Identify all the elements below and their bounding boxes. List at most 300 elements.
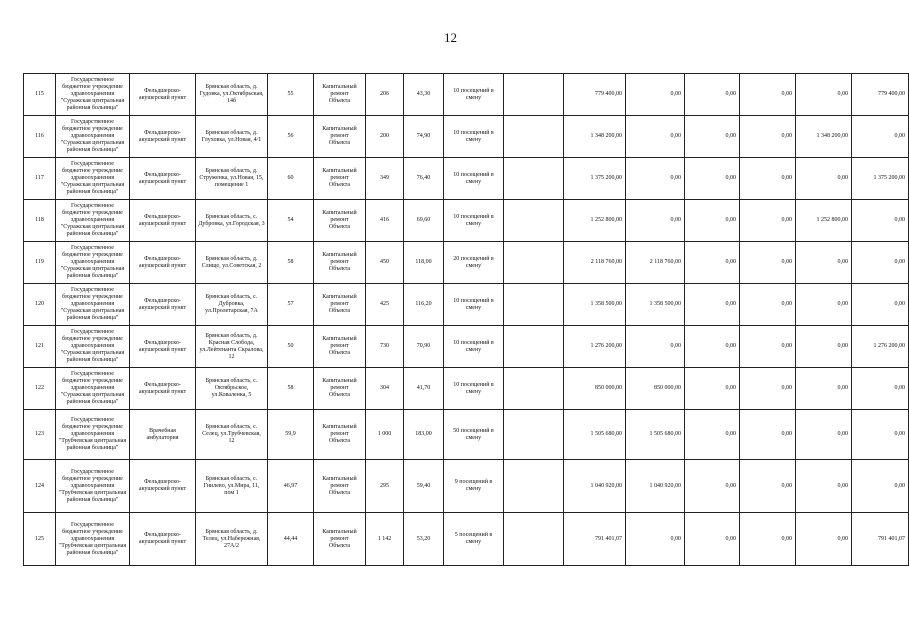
amount-col-1 bbox=[626, 242, 685, 284]
amount-col-4 bbox=[796, 368, 852, 410]
work-type bbox=[314, 513, 366, 566]
table-row bbox=[24, 460, 909, 513]
empty-cell bbox=[504, 284, 564, 326]
facility-type bbox=[130, 513, 196, 566]
organization-name bbox=[56, 74, 130, 116]
organization-name bbox=[56, 284, 130, 326]
amount-col-1 bbox=[626, 200, 685, 242]
facility-area bbox=[268, 158, 314, 200]
amount-col-2-text: 0,00 bbox=[725, 431, 736, 437]
total-amount-text: 1 252 800,00 bbox=[590, 217, 622, 223]
service-value bbox=[404, 326, 444, 368]
amount-col-4 bbox=[796, 116, 852, 158]
empty-cell bbox=[504, 200, 564, 242]
work-type bbox=[314, 368, 366, 410]
row-number-text: 123 bbox=[35, 431, 44, 437]
amount-col-5 bbox=[852, 513, 909, 566]
row-number-text: 124 bbox=[35, 482, 44, 489]
row-number-text: 117 bbox=[35, 175, 44, 181]
facility-type-text: Фельдшерско- акушерский пункт bbox=[138, 532, 187, 545]
amount-col-3-text: 0,00 bbox=[781, 133, 792, 139]
total-amount-text: 1 040 920,00 bbox=[590, 482, 622, 489]
total-amount bbox=[564, 410, 626, 460]
service-count bbox=[366, 368, 404, 410]
amount-col-5 bbox=[852, 158, 909, 200]
facility-area bbox=[268, 460, 314, 513]
amount-col-2 bbox=[685, 74, 740, 116]
service-count-text: 1 000 bbox=[377, 431, 392, 437]
capacity-text: 5 посещений в смену bbox=[454, 532, 493, 545]
amount-col-3 bbox=[740, 200, 796, 242]
row-number bbox=[24, 284, 56, 326]
row-number-text: 125 bbox=[35, 535, 44, 542]
facility-area bbox=[268, 200, 314, 242]
amount-col-2 bbox=[685, 158, 740, 200]
work-type-text: Капитальный ремонт Объекта bbox=[322, 252, 357, 272]
capacity-text: 10 посещений в смену bbox=[453, 87, 494, 101]
empty-cell bbox=[504, 513, 564, 566]
facility-address bbox=[196, 368, 268, 410]
amount-col-3-text: 0,00 bbox=[781, 343, 792, 349]
capacity-text: 9 посещений в смену bbox=[454, 479, 493, 492]
amount-col-5 bbox=[852, 410, 909, 460]
total-amount bbox=[564, 158, 626, 200]
service-value-text: 69,60 bbox=[416, 217, 431, 223]
amount-col-5-text: 791 401,07 bbox=[878, 535, 905, 542]
total-amount bbox=[564, 200, 626, 242]
facility-type-text: Фельдшерско- акушерский пункт bbox=[138, 171, 187, 185]
amount-col-4 bbox=[796, 513, 852, 566]
facility-address-text: Брянская область, с. Селец, ул.Трубчевская, 12 bbox=[202, 424, 261, 444]
service-count bbox=[366, 158, 404, 200]
total-amount bbox=[564, 74, 626, 116]
row-number bbox=[24, 513, 56, 566]
amount-col-5-text: 779 400,00 bbox=[878, 91, 905, 97]
amount-col-4 bbox=[796, 200, 852, 242]
service-count bbox=[366, 74, 404, 116]
amount-col-4-text: 0,00 bbox=[837, 482, 848, 489]
organization-name-text: Государственное бюджетное учреждение здравоохранения "Суражская центральная районная больница" bbox=[60, 329, 125, 363]
capacity-text: 10 посещений в смену bbox=[453, 297, 494, 311]
amount-col-3-text: 0,00 bbox=[781, 175, 792, 181]
amount-col-5 bbox=[852, 460, 909, 513]
row-number bbox=[24, 116, 56, 158]
amount-col-4 bbox=[796, 158, 852, 200]
row-number-text: 115 bbox=[35, 91, 44, 97]
facility-address bbox=[196, 116, 268, 158]
amount-col-2 bbox=[685, 116, 740, 158]
facility-area-text: 55 bbox=[287, 91, 294, 97]
amount-col-3 bbox=[740, 284, 796, 326]
facility-area-text: 60 bbox=[287, 175, 294, 181]
amount-col-2-text: 0,00 bbox=[725, 343, 736, 349]
service-count bbox=[366, 116, 404, 158]
total-amount-text: 1 348 200,00 bbox=[590, 133, 622, 139]
organization-name-text: Государственное бюджетное учреждение здравоохранения "Суражская центральная районная больница" bbox=[60, 203, 125, 237]
amount-col-3-text: 0,00 bbox=[781, 535, 792, 542]
facility-area-text: 59,9 bbox=[285, 431, 296, 437]
amount-col-3-text: 0,00 bbox=[781, 91, 792, 97]
work-type-text: Капитальный ремонт Объекта bbox=[322, 84, 357, 104]
capacity bbox=[444, 460, 504, 513]
amount-col-1-text: 1 358 500,00 bbox=[649, 301, 681, 307]
amount-col-3 bbox=[740, 242, 796, 284]
service-value bbox=[404, 513, 444, 566]
organization-name-text: Государственное бюджетное учреждение здравоохранения "Суражская центральная районная больница" bbox=[60, 77, 125, 111]
empty-cell bbox=[504, 158, 564, 200]
total-amount-text: 1 276 200,00 bbox=[590, 343, 622, 349]
amount-col-3-text: 0,00 bbox=[781, 482, 792, 489]
total-amount-text: 1 375 200,00 bbox=[590, 175, 622, 181]
amount-col-2 bbox=[685, 410, 740, 460]
amount-col-1 bbox=[626, 513, 685, 566]
facility-area bbox=[268, 326, 314, 368]
capacity bbox=[444, 116, 504, 158]
facility-area-text: 54 bbox=[287, 217, 294, 223]
total-amount bbox=[564, 242, 626, 284]
organization-name bbox=[56, 368, 130, 410]
row-number-text: 121 bbox=[35, 343, 44, 349]
organization-name-text: Государственное бюджетное учреждение здравоохранения "Суражская центральная районная больница" bbox=[60, 371, 125, 405]
service-value bbox=[404, 116, 444, 158]
organization-name bbox=[56, 460, 130, 513]
facility-type bbox=[130, 116, 196, 158]
table-row bbox=[24, 74, 909, 116]
service-count bbox=[366, 200, 404, 242]
amount-col-4-text: 0,00 bbox=[837, 343, 848, 349]
amount-col-3 bbox=[740, 116, 796, 158]
amount-col-2-text: 0,00 bbox=[725, 301, 736, 307]
service-value-text: 74,90 bbox=[416, 133, 431, 139]
facility-area bbox=[268, 368, 314, 410]
capacity bbox=[444, 284, 504, 326]
amount-col-5 bbox=[852, 368, 909, 410]
facility-type bbox=[130, 284, 196, 326]
amount-col-1 bbox=[626, 410, 685, 460]
amount-col-4 bbox=[796, 460, 852, 513]
amount-col-4-text: 0,00 bbox=[837, 535, 848, 542]
facility-area bbox=[268, 74, 314, 116]
row-number bbox=[24, 200, 56, 242]
amount-col-2-text: 0,00 bbox=[725, 217, 736, 223]
organization-name bbox=[56, 242, 130, 284]
service-count bbox=[366, 284, 404, 326]
service-count bbox=[366, 513, 404, 566]
row-number bbox=[24, 410, 56, 460]
total-amount bbox=[564, 513, 626, 566]
total-amount-text: 779 400,00 bbox=[595, 91, 622, 97]
amount-col-4-text: 0,00 bbox=[837, 385, 848, 391]
organization-name-text: Государственное бюджетное учреждение здравоохранения "Трубчевская центральная районная больница" bbox=[58, 417, 127, 451]
empty-cell bbox=[504, 74, 564, 116]
facility-address-text: Брянская область, д. Глуховка, ул.Новая, 4/1 bbox=[201, 129, 262, 143]
table-row bbox=[24, 513, 909, 566]
service-count bbox=[366, 410, 404, 460]
service-count bbox=[366, 460, 404, 513]
amount-col-2 bbox=[685, 284, 740, 326]
service-value bbox=[404, 158, 444, 200]
service-value bbox=[404, 410, 444, 460]
work-type bbox=[314, 284, 366, 326]
capacity bbox=[444, 158, 504, 200]
facility-type-text: Фельдшерско- акушерский пункт bbox=[138, 213, 187, 227]
facility-address bbox=[196, 513, 268, 566]
facility-type-text: Фельдшерско- акушерский пункт bbox=[138, 297, 187, 311]
capacity bbox=[444, 326, 504, 368]
facility-address-text: Брянская область, д. Красная Слобода, ул.Лейтенанта Скралова, 12 bbox=[199, 332, 264, 360]
row-number bbox=[24, 460, 56, 513]
row-number-text: 119 bbox=[35, 259, 44, 265]
capacity-text: 10 посещений в смену bbox=[453, 213, 494, 227]
amount-col-3-text: 0,00 bbox=[781, 301, 792, 307]
amount-col-5-text: 0,00 bbox=[894, 301, 905, 307]
service-count-text: 450 bbox=[380, 259, 389, 265]
amount-col-3 bbox=[740, 513, 796, 566]
amount-col-1 bbox=[626, 116, 685, 158]
table-row bbox=[24, 200, 909, 242]
amount-col-5-text: 0,00 bbox=[894, 259, 905, 265]
organization-name-text: Государственное бюджетное учреждение здравоохранения "Трубчевская центральная районная больница" bbox=[58, 468, 127, 503]
organization-name-text: Государственное бюджетное учреждение здравоохранения "Суражская центральная районная больница" bbox=[60, 161, 125, 195]
row-number bbox=[24, 368, 56, 410]
facility-address-text: Брянская область, д. Гудовка, ул.Октябрьская, 14б bbox=[199, 84, 264, 104]
amount-col-5 bbox=[852, 200, 909, 242]
amount-col-5 bbox=[852, 74, 909, 116]
empty-cell bbox=[504, 460, 564, 513]
amount-col-2-text: 0,00 bbox=[725, 482, 736, 489]
empty-cell bbox=[504, 116, 564, 158]
capacity-text: 10 посещений в смену bbox=[453, 129, 494, 143]
amount-col-1-text: 0,00 bbox=[670, 175, 681, 181]
organization-name-text: Государственное бюджетное учреждение здравоохранения "Суражская центральная районная больница" bbox=[60, 287, 125, 321]
service-count-text: 206 bbox=[380, 91, 389, 97]
amount-col-4 bbox=[796, 74, 852, 116]
amount-col-4-text: 1 252 800,00 bbox=[816, 217, 848, 223]
amount-col-2-text: 0,00 bbox=[725, 91, 736, 97]
service-value-text: 70,90 bbox=[416, 343, 431, 349]
organization-name bbox=[56, 116, 130, 158]
organization-name bbox=[56, 158, 130, 200]
facility-address-text: Брянская область, д. Слище, ул.Советская, 2 bbox=[201, 255, 262, 269]
amount-col-2 bbox=[685, 368, 740, 410]
service-count-text: 295 bbox=[380, 482, 389, 489]
facility-type bbox=[130, 200, 196, 242]
amount-col-1-text: 0,00 bbox=[670, 133, 681, 139]
amount-col-2-text: 0,00 bbox=[725, 133, 736, 139]
amount-col-4-text: 1 348 200,00 bbox=[816, 133, 848, 139]
amount-col-4 bbox=[796, 326, 852, 368]
organization-name bbox=[56, 326, 130, 368]
total-amount bbox=[564, 460, 626, 513]
service-count bbox=[366, 326, 404, 368]
service-value-text: 59,40 bbox=[416, 482, 431, 489]
service-count-text: 349 bbox=[380, 175, 389, 181]
amount-col-4-text: 0,00 bbox=[837, 91, 848, 97]
amount-col-1-text: 0,00 bbox=[670, 535, 681, 542]
amount-col-1-text: 2 118 760,00 bbox=[649, 259, 681, 265]
facility-address bbox=[196, 410, 268, 460]
work-type-text: Капитальный ремонт Объекта bbox=[322, 210, 357, 230]
amount-col-1-text: 850 000,00 bbox=[654, 385, 681, 391]
amount-col-5-text: 0,00 bbox=[894, 431, 905, 437]
facility-type bbox=[130, 158, 196, 200]
facility-address-text: Брянская область, с. Октябрьское, ул.Коваленка, 5 bbox=[205, 378, 258, 398]
organization-name-text: Государственное бюджетное учреждение здравоохранения "Суражская центральная районная больница" bbox=[60, 119, 125, 153]
amount-col-5-text: 0,00 bbox=[894, 482, 905, 489]
amount-col-1 bbox=[626, 368, 685, 410]
amount-col-5-text: 1 375 200,00 bbox=[873, 175, 905, 181]
total-amount-text: 850 000,00 bbox=[595, 385, 622, 391]
total-amount bbox=[564, 368, 626, 410]
capacity-text: 10 посещений в смену bbox=[453, 381, 494, 395]
amount-col-1-text: 0,00 bbox=[670, 343, 681, 349]
facility-type bbox=[130, 368, 196, 410]
service-value-text: 53,20 bbox=[416, 535, 431, 542]
row-number-text: 118 bbox=[35, 217, 44, 223]
amount-col-3-text: 0,00 bbox=[781, 385, 792, 391]
organization-name bbox=[56, 513, 130, 566]
facility-type-text: Врачебная амбулатория bbox=[146, 427, 179, 441]
organization-name bbox=[56, 410, 130, 460]
amount-col-3-text: 0,00 bbox=[781, 431, 792, 437]
service-value-text: 116,20 bbox=[415, 301, 432, 307]
total-amount-text: 2 118 760,00 bbox=[590, 259, 622, 265]
amount-col-5-text: 0,00 bbox=[894, 217, 905, 223]
amount-col-3-text: 0,00 bbox=[781, 259, 792, 265]
work-type-text: Капитальный ремонт Объекта bbox=[322, 294, 357, 314]
amount-col-4 bbox=[796, 242, 852, 284]
total-amount-text: 1 505 680,00 bbox=[590, 431, 622, 437]
organization-name bbox=[56, 200, 130, 242]
facility-area-text: 50 bbox=[287, 343, 294, 349]
facility-address-text: Брянская область, с. Дубровка, ул.Городская, 3 bbox=[198, 213, 265, 227]
service-value bbox=[404, 74, 444, 116]
row-number-text: 116 bbox=[35, 133, 44, 139]
facility-area bbox=[268, 284, 314, 326]
facility-type-text: Фельдшерско- акушерский пункт bbox=[138, 479, 187, 492]
row-number-text: 120 bbox=[35, 301, 44, 307]
amount-col-2 bbox=[685, 326, 740, 368]
service-count-text: 730 bbox=[380, 343, 389, 349]
work-type bbox=[314, 200, 366, 242]
amount-col-2 bbox=[685, 242, 740, 284]
service-count-text: 416 bbox=[380, 217, 389, 223]
work-type bbox=[314, 326, 366, 368]
registry-table bbox=[23, 73, 909, 566]
row-number bbox=[24, 158, 56, 200]
work-type bbox=[314, 460, 366, 513]
work-type-text: Капитальный ремонт Объекта bbox=[322, 528, 357, 549]
amount-col-2-text: 0,00 bbox=[725, 385, 736, 391]
facility-address-text: Брянская область, д. Телец, ул.Набережная, 27А/2 bbox=[202, 528, 261, 549]
work-type bbox=[314, 158, 366, 200]
table-row bbox=[24, 410, 909, 460]
facility-address bbox=[196, 200, 268, 242]
facility-type bbox=[130, 242, 196, 284]
amount-col-1 bbox=[626, 326, 685, 368]
facility-type-text: Фельдшерско- акушерский пункт bbox=[138, 87, 187, 101]
work-type bbox=[314, 74, 366, 116]
facility-address bbox=[196, 284, 268, 326]
service-value-text: 76,40 bbox=[416, 175, 431, 181]
page-number: 12 bbox=[444, 30, 457, 45]
amount-col-2 bbox=[685, 513, 740, 566]
facility-area bbox=[268, 242, 314, 284]
service-value-text: 183,00 bbox=[415, 431, 432, 437]
facility-address bbox=[196, 158, 268, 200]
amount-col-4-text: 0,00 bbox=[837, 431, 848, 437]
amount-col-4-text: 0,00 bbox=[837, 301, 848, 307]
table-row bbox=[24, 158, 909, 200]
empty-cell bbox=[504, 242, 564, 284]
facility-type bbox=[130, 460, 196, 513]
work-type bbox=[314, 410, 366, 460]
work-type-text: Капитальный ремонт Объекта bbox=[322, 378, 357, 398]
facility-type bbox=[130, 326, 196, 368]
facility-area bbox=[268, 513, 314, 566]
facility-address bbox=[196, 326, 268, 368]
facility-address bbox=[196, 74, 268, 116]
row-number bbox=[24, 74, 56, 116]
amount-col-5-text: 0,00 bbox=[894, 385, 905, 391]
total-amount bbox=[564, 284, 626, 326]
service-value bbox=[404, 460, 444, 513]
work-type-text: Капитальный ремонт Объекта bbox=[322, 424, 357, 444]
empty-cell bbox=[504, 410, 564, 460]
amount-col-1 bbox=[626, 158, 685, 200]
table-row bbox=[24, 368, 909, 410]
facility-area-text: 57 bbox=[287, 301, 294, 307]
facility-type-text: Фельдшерско- акушерский пункт bbox=[138, 339, 187, 353]
amount-col-4-text: 0,00 bbox=[837, 175, 848, 181]
service-value bbox=[404, 200, 444, 242]
row-number bbox=[24, 326, 56, 368]
work-type-text: Капитальный ремонт Объекта bbox=[322, 475, 357, 496]
amount-col-3 bbox=[740, 368, 796, 410]
service-value bbox=[404, 242, 444, 284]
amount-col-5-text: 0,00 bbox=[894, 133, 905, 139]
total-amount-text: 1 358 500,00 bbox=[590, 301, 622, 307]
service-value bbox=[404, 284, 444, 326]
facility-type-text: Фельдшерско- акушерский пункт bbox=[138, 381, 187, 395]
facility-area-text: 56 bbox=[287, 133, 294, 139]
amount-col-1-text: 1 040 920,00 bbox=[649, 482, 681, 489]
amount-col-2-text: 0,00 bbox=[725, 259, 736, 265]
amount-col-3 bbox=[740, 74, 796, 116]
capacity bbox=[444, 74, 504, 116]
service-value bbox=[404, 368, 444, 410]
capacity bbox=[444, 200, 504, 242]
amount-col-2 bbox=[685, 200, 740, 242]
amount-col-4-text: 0,00 bbox=[837, 259, 848, 265]
table-row bbox=[24, 116, 909, 158]
organization-name-text: Государственное бюджетное учреждение здравоохранения "Трубчевская центральная районная больница" bbox=[58, 521, 127, 556]
table-row bbox=[24, 284, 909, 326]
facility-address-text: Брянская область, с. Гнилево, ул.Мира, 11, пом 1 bbox=[203, 475, 260, 496]
service-count-text: 425 bbox=[380, 301, 389, 307]
service-count bbox=[366, 242, 404, 284]
total-amount-text: 791 401,07 bbox=[595, 535, 622, 542]
empty-cell bbox=[504, 326, 564, 368]
amount-col-4 bbox=[796, 284, 852, 326]
capacity-text: 50 посещений в смену bbox=[453, 427, 494, 441]
facility-type-text: Фельдшерско- акушерский пункт bbox=[138, 255, 187, 269]
amount-col-3 bbox=[740, 410, 796, 460]
amount-col-2 bbox=[685, 460, 740, 513]
amount-col-1 bbox=[626, 284, 685, 326]
capacity-text: 10 посещений в смену bbox=[453, 339, 494, 353]
service-value-text: 43,30 bbox=[416, 91, 431, 97]
